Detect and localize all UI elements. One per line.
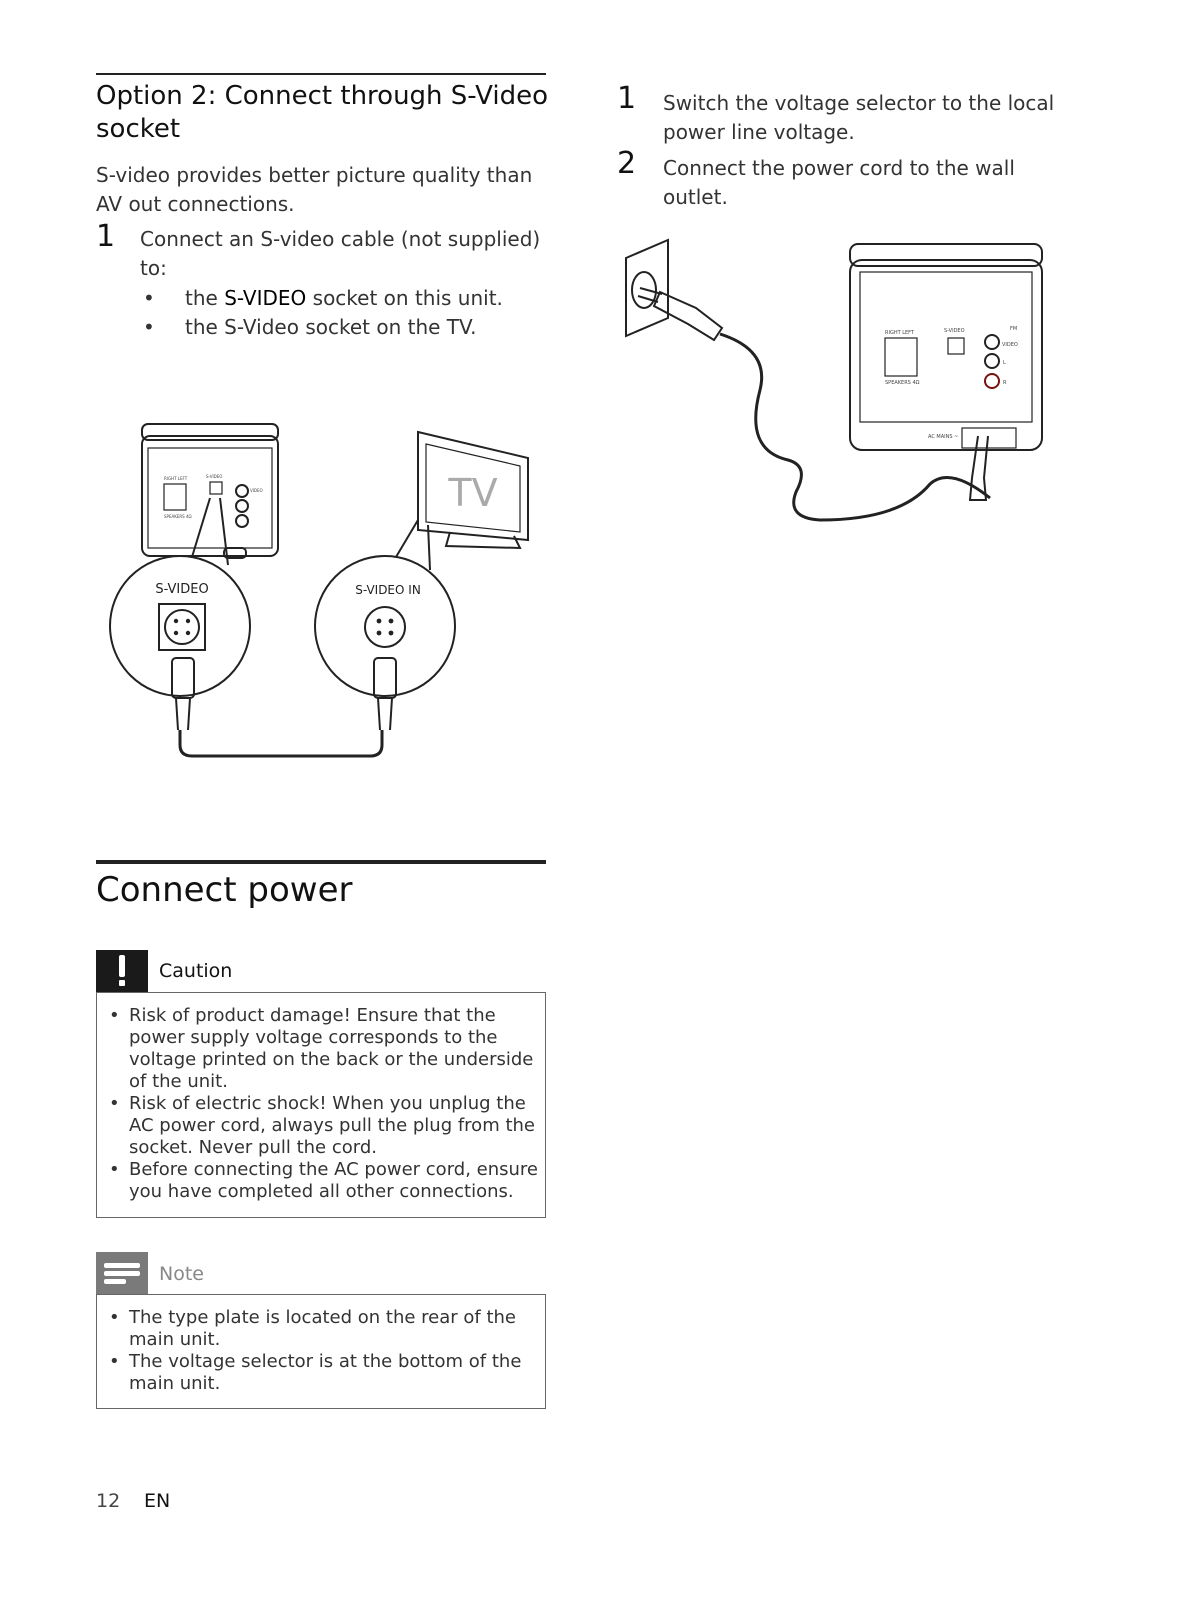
right-panel-ac-mains-label: AC MAINS ~ [928,434,959,440]
left-panel-video-label: VIDEO [250,488,263,493]
note-item: • The voltage selector is at the bottom of the main unit. [97,1351,545,1395]
option2-bullet1-bold: S-VIDEO [224,286,307,310]
right-panel-video-label: VIDEO [1002,342,1018,348]
power-step2-line1: Connect the power cord to the wall [663,156,1015,180]
unit-rear-power-illustration [850,244,1042,500]
power-step1-number: 1 [617,81,637,116]
option2-bullet2: the S-Video socket on the TV. [185,315,477,339]
right-panel-speakers-label: SPEAKERS 4Ω [885,380,920,386]
power-step1-text [663,89,1054,147]
caution-box [96,992,546,1218]
option2-bullet1-dot: • [143,286,155,310]
power-plug-illustration [638,288,722,340]
caution-label: Caution [159,960,233,982]
right-panel-right-left-label: RIGHT LEFT [885,330,915,336]
right-panel-svideo-label: S-VIDEO [944,328,965,334]
unit-svideo-magnifier [110,556,250,696]
caution-item: • Risk of electric shock! When you unplug the AC power cord, always pull the plug from the socket. Never pull the cord. [97,1093,545,1159]
option2-bullet2-dot: • [143,315,155,339]
right-panel-r-label: R [1003,380,1007,386]
power-step2-line2: outlet. [663,185,728,209]
unit-svideo-label: S-VIDEO [155,582,209,597]
option2-title-line1: Option 2: Connect through S-Video [96,81,549,111]
note-item: • The type plate is located on the rear of the main unit. [97,1307,545,1351]
option2-bullet1 [185,284,503,313]
page-number: 12 [96,1490,121,1512]
option2-title [96,80,548,146]
option2-intro-line1: S-video provides better picture quality than [96,163,533,187]
option2-bullet1-pre: the [185,286,225,310]
exclamation-icon [115,954,129,988]
note-label: Note [159,1263,204,1285]
right-panel-fm-label: FM [1010,326,1018,332]
power-step2-number: 2 [617,146,637,181]
caution-item: • Risk of product damage! Ensure that the power supply voltage corresponds to the voltage printed on the back or the underside of the unit. [97,1005,545,1093]
caution-flag [96,950,148,992]
left-panel-speakers-label: SPEAKERS 4Ω [164,514,192,519]
option2-bullet1-post: socket on this unit. [306,286,503,310]
power-connection-figure [610,230,1070,540]
note-box [96,1294,546,1409]
svideo-connection-figure [100,420,560,780]
connect-power-rule [96,860,546,864]
option2-step1-text [140,225,540,283]
option2-step1-line1: Connect an S-video cable (not supplied) [140,227,541,251]
caution-item: • Before connecting the AC power cord, ensure you have completed all other connections. [97,1159,545,1203]
note-flag [96,1252,148,1294]
option2-title-line2: socket [96,114,181,144]
note-lines-icon [102,1259,142,1287]
power-step1-line2: power line voltage. [663,120,855,144]
option2-step1-number: 1 [96,219,116,254]
option2-step1-line2: to: [140,256,167,280]
connect-power-title: Connect power [96,870,353,910]
option2-top-rule [96,73,546,75]
option2-intro [96,161,532,219]
tv-svideo-magnifier [315,556,455,696]
option2-intro-line2: AV out connections. [96,192,295,216]
tv-label: TV [448,471,498,515]
tv-svideo-in-label: S-VIDEO IN [355,583,421,597]
right-panel-l-label: L [1003,360,1006,366]
language-code: EN [144,1490,171,1512]
left-panel-svideo-label: S-VIDEO [206,474,223,479]
left-panel-right-left-label: RIGHT LEFT [164,476,188,481]
power-step1-line1: Switch the voltage selector to the local [663,91,1055,115]
power-step2-text [663,154,1015,212]
wall-socket-illustration [626,240,668,336]
